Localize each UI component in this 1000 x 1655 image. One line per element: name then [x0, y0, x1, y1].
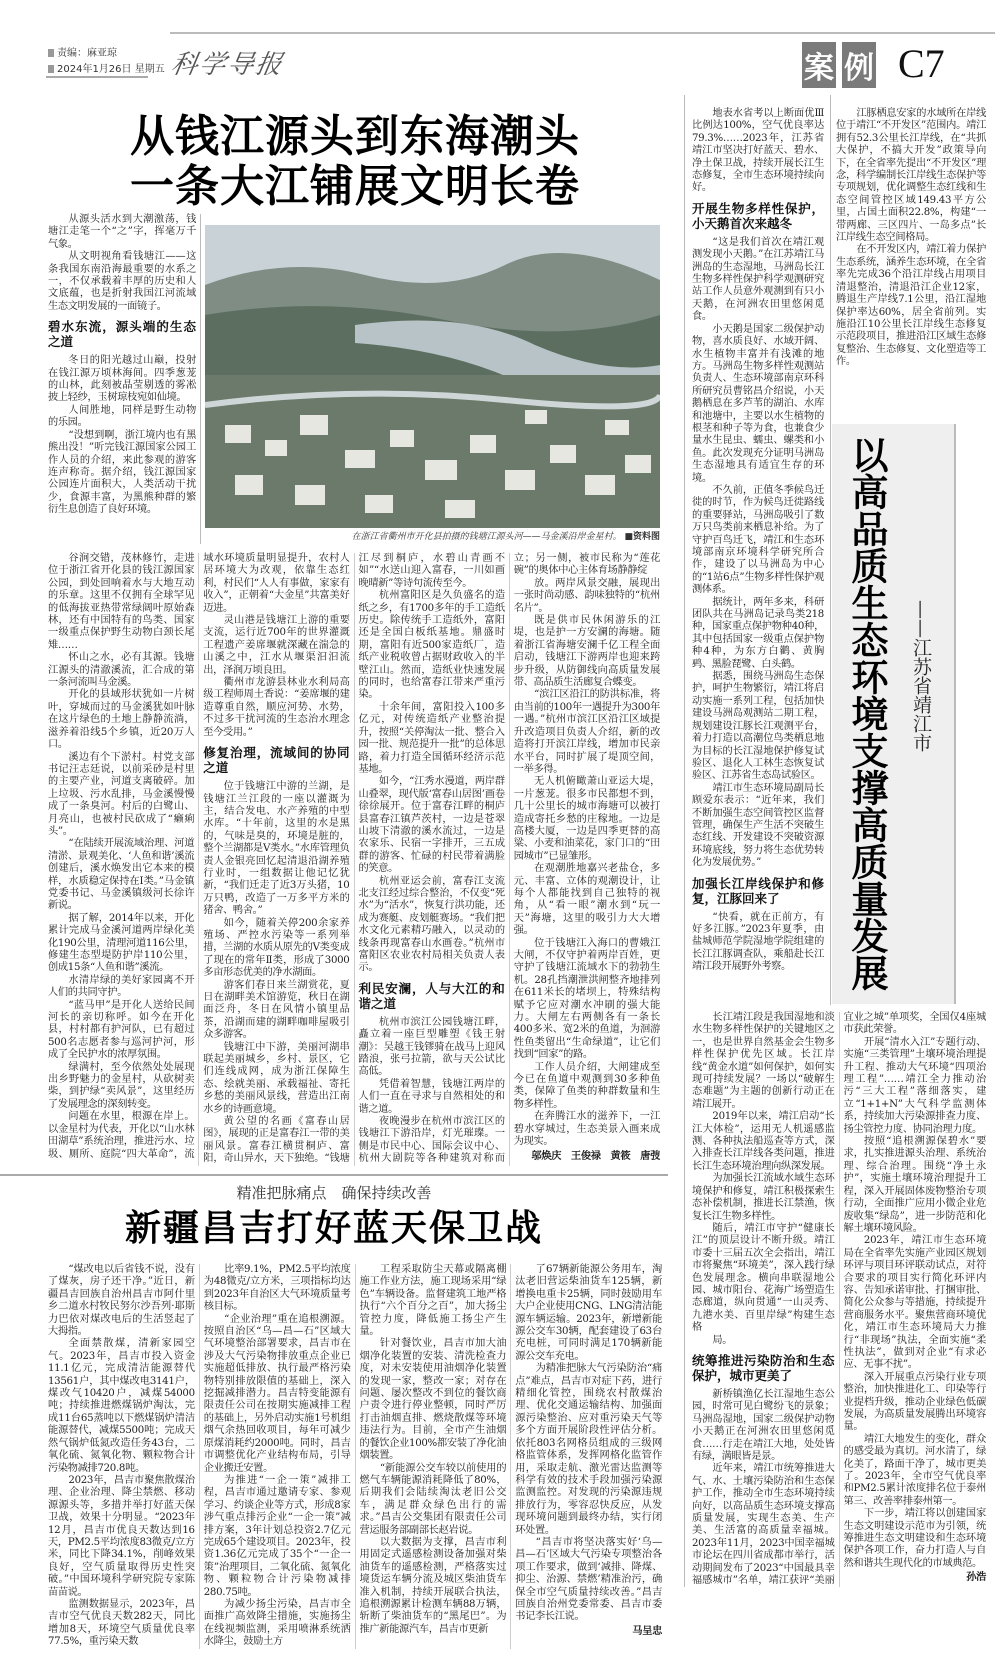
paragraph: 水清岸绿的美好家园离不开人们的共同守护。	[48, 974, 195, 999]
paragraph: “新能源公交车较以前使用的燃气车辆能源消耗降低了80%，后期我们会陆续淘汰老旧公交车，满足群众绿色出行的需求。”昌吉公交集团有限责任公司营运服务部副部长赵岩说。	[359, 1462, 507, 1536]
subheading: 利民安澜，人与大江的和谐之道	[358, 980, 505, 1011]
paragraph: 2019年以来，靖江启动“长江大体检”，运用无人机遥感监测、各种执法船巡查等方式，深入排查长江岸线各类问题，推进长江生态环境治理向纵深发展。	[692, 1111, 835, 1172]
paragraph: 近年来，靖江市统筹推进大气、水、土壤污染防治和生态保护工作，推动全市生态环境持续向好，以高品质生态环境支撑高质量发展，实现生态美、生产美、生活富的高质量幸福城。2023年11月，2023中国幸福城市论坛在四川省成都市举行，活动期间发布了2023“中国最具幸福感城市”名单，靖江获评“美丽宜业之城”单项奖，全国仅4座城市获此荣誉。	[692, 1012, 986, 1587]
paragraph: “这是我们首次在靖江观测发现小天鹅。”在江苏靖江马洲岛的生态湿地，马洲岛长江生物多样性保护科学观测研究站工作人员意外观测到有只小天鹅，在河洲农田里悠闲觅食。	[692, 236, 824, 323]
paragraph: 按照“追根溯源保碧水”要求，扎实推进源头治理、系统治理、综合治理。围绕“净土永护”，实施土壤环境治理提升工程，深入开展固体废物整治专项行动，全面推广应用小微企业危废收集“绿岛”，进一步防范和化解土壤环境风险。	[843, 1136, 986, 1234]
paragraph: “快看，就在正前方，有好多江豚。”2023年夏季，由盐城师范学院湿地学院组建的长江江豚调查队，乘船赴长江靖江段开展野外考察。	[692, 911, 824, 973]
article2-headline: 以高品质生态环境支撑高质量发展	[845, 436, 888, 991]
paragraph: 深入开展重点污染行业专项整治，加快推进化工、印染等行业提档升级，推动企业绿色低碳发展，为高质量发展腾出环境容量。	[843, 1371, 986, 1433]
paragraph: 不久前，正值冬季候鸟迁徙的时节，作为候鸟迁徙路线的重要驿站，马洲岛吸引了数万只鸟类前来栖息补给。为了守护百鸟迁飞，靖江和生态环境部南京环境科学研究所合作，建设了以马洲岛为中心的“1站6点”生物多样性保护观测体系。	[692, 484, 824, 596]
article1-columns	[48, 553, 660, 1166]
river-village-photo	[205, 225, 660, 528]
masthead-logo: 科学导报	[168, 50, 287, 80]
paragraph: 在奔腾江水的滋养下，一江碧水穿城过，生态美景入画来成为现实。	[513, 1111, 660, 1148]
column-rule	[684, 95, 685, 1587]
paragraph: 局。	[712, 1334, 733, 1346]
subheading: 修复治理，流域间的协同之道	[203, 745, 350, 776]
paragraph: 靖江市生态环境局副局长顾爱东表示：“近年来，我们不断加强生态空间管控区监督管理，确保生产生活不突破生态红线、开发建设不突破资源环境底线，努力将生态优势转化为发展优势。”	[692, 782, 824, 869]
subheading: 加强长江岸线保护和修复，江豚回来了	[692, 875, 824, 906]
paragraph: 全面禁散煤，清新家园空气。2023年，昌吉市投入资金11.1亿元，完成清洁能源替代13561户，其中煤改电3141户，煤改气10420户，减煤54000吨；持续推进燃煤锅炉淘汰，完成11台65蒸吨以下燃煤锅炉清洁能源替代，减煤5500吨；完成天然气锅炉低氮改造任务43台，二氧化硫、氮氧化物、颗粒物合计污染物减排720.8吨。	[48, 1338, 195, 1474]
paragraph: 怀山之水，必有其源。钱塘江源头的清澈溪流，汇合成的第一条河流叫马金溪。	[48, 652, 195, 689]
paragraph: 工程采取防尘天幕或隔离棚施工作业方法，施工现场采用“绿色”车辆设备。监督建筑工地严格执行“六个百分之百”，加大扬尘管控力度，降低施工扬尘产生量。	[359, 1264, 507, 1338]
paragraph: 杭州市滨江公园钱塘江畔，矗立着一座巨型雕塑《钱王射潮》：吴越王钱镠骑在战马上迎风踏浪，张弓拉箭，欲与天公试比高低。	[358, 1016, 505, 1078]
paragraph: 冬日的阳光越过山巅，投射在钱江源万顷林海间。四季葱茏的山林，此刻被晶莹剔透的雾凇披上轻纱，玉树琼枝宛如仙境。	[48, 355, 196, 404]
paragraph: 既是供市民休闲游乐的江堤，也是护一方安澜的海塘。随着浙江省海塘安澜千亿工程全面启动，钱塘江下游两岸也迎来跨步升级，从防御线向高质量发展带、高品质生活廊复合蝶变。	[513, 615, 660, 689]
paragraph: 长江靖江段是我国湿地和淡水生物多样性保护的关键地区之一，也是世界自然基金会生物多样性保护优先区域。长江岸线“黄金水道”如何保护，如何实现可持续发展？一场以“破解生态难题”为主题的创新行动正在靖江展开。	[692, 1012, 835, 1110]
article2-column	[836, 108, 986, 369]
page-number: C7	[898, 41, 945, 86]
paragraph: 比率9.1%，PM2.5平均浓度为48微克/立方米，三项指标均达到2023年自治区大气环境质量考核目标。	[203, 1264, 351, 1313]
paragraph: 溪边有个下淤村。村党支部书记汪志廷说，以前采砂是村里的主要产业，河道支离破碎。加上垃圾、污水乱排，马金溪慢慢成了一条臭河。村后的白鹭山、月亮山，也被村民砍成了“癞痢头”。	[48, 751, 195, 837]
paragraph: 如今，随着关停200余家养殖场、严控水污染等一系列举措，兰湖的水质从原先的Ⅴ类变成了现在的常年Ⅱ类，形成了3000多亩形态优美的净水湖面。	[203, 917, 350, 979]
photo-credit: 资料图	[632, 532, 660, 542]
paragraph: 杭州亚运会前，富春江支流北支江经过综合整治，不仅变“死水”为“活水”，恢复行洪功能，还成为赛艇、皮划艇赛场。“我们把水文化元素精巧融入，以灵动的线条再现富春山水画卷。”杭州市富阳区农业农村局相关负责人表示。	[358, 875, 505, 974]
paragraph: 衢州市龙游县林业水利局高级工程师周土香说：“姜席堰的建造尊重自然，顺应河势、水势，不过多干扰河流的生态治水理念至今受用。”	[203, 677, 350, 738]
subheading: 统筹推进污染防治和生态保护，城市更美了	[692, 1352, 835, 1383]
subheading: 开展生物多样性保护，小天鹅首次来越冬	[692, 200, 824, 231]
article2-subtitle: ——江苏省靖江市	[910, 600, 932, 752]
paragraph: 灵山港是钱塘江上游的重要支流，运行近700年的世界灌溉工程遗产姜席堰就深藏在湍急的山溪之中，江水从堰渠汩汩流出，泽润万顷良田。	[203, 615, 350, 676]
paragraph: 位于钱塘江入海口的曹娥江大闸，不仅守护着两岸百姓，更守护了钱塘江流域水下的勃勃生机。28孔挡潮泄洪闸整齐地排列在611米长的堵坝上，特殊结构赋予它应对潮水冲刷的强大能力。大闸左右两侧各有一条长400多米、宽2米的鱼道，为洄游性鱼类留出“生命绿道”，让它们找到“回家”的路。	[513, 937, 660, 1061]
byline: 邬焕庆 王俊禄 黄筱 唐弢	[531, 1150, 660, 1162]
editor-line	[48, 44, 117, 59]
paragraph: 据悉，围绕马洲岛生态保护，呵护生物繁衍，靖江将启动实施一系列工程，包括加快建设马洲岛观测站二期工程，规划建设江豚长江观测平台，着力打造以高潮位鸟类栖息地为目标的长江湿地保护修复试验区、退化人工林生态恢复试验区、江苏省生态岛试验区。	[692, 671, 824, 782]
paragraph: 工作人员介绍，大闸建成至今已在鱼道中观测到30多种鱼类，保障了鱼类的种群数量和生物多样性。	[513, 1061, 660, 1110]
paragraph: 位于钱塘江中游的兰湖，是钱塘江兰江段的一座以灌溉为主，结合发电、水产养殖的中型水库。“十年前，这里的水是黑的，气味是臭的，环境是脏的，整个兰湖都是Ⅴ类水。”水库管理负责人金银亮回忆起清退沿湖养殖行业时，一组数据让他记忆犹新，“我们迁走了近3万头猪，10万只鸭，改造了一万多平方米的猪舍、鸭舍。”	[203, 781, 350, 917]
paragraph: 如今，“江秀水漫道，两岸群山叠翠，现代版‘富春山居图’画卷徐徐展开。位于富春江畔的桐庐县富春江镇芦茨村，一边是苍翠山坡下清澈的溪水流过，一边是农家乐、民宿一字排开，三五成群的游客、忙碌的村民带着满脸的笑意。	[358, 776, 505, 875]
article3-kicker: 精准把脉痛点 确保持续改善	[236, 1184, 432, 1202]
paragraph: 随后，靖江市守护“健康长江”的顶层设计不断升级。靖江市委十三届五次全会指出，靖江市将聚焦“环境美”，深入践行绿色发展理念。横向串联湿地公园、城市阳台、花海广场塑造生态廊道，纵向贯通“一山灵秀、九港水美、百里岸绿”构建生态格	[692, 1222, 835, 1334]
paragraph: 2023年，靖江市生态环境局在全省率先实施产业园区规划环评与项目环评联动试点，对符合要求的项目实行简化环评内容、告知承诺审批、打捆审批、简化公众参与等措施，持续提升营商服务水平。聚焦营商环境优化，靖江市生态环境局大力推行“非现场”执法，全面实施“柔性执法”，做到对企业“有求必应、无事不扰”。	[843, 1235, 986, 1371]
paragraph: 江豚栖息安家的水域所在岸线位于靖江“不开发区”范围内。靖江拥有52.3公里长江岸线，在“共抓大保护，不搞大开发”政策导向下，在全省率先提出“不开发区”理念，科学编制长江岸线生态保护等专项规划，优化调整生态红线和生态空间管控区域149.43平方公里，占国土面积22.8%，构建“一带两廊、三区四片、一岛多点”长江岸线生态空间格局。	[836, 108, 986, 244]
paragraph: “滨江区沿江的防洪标准，将由当前的100年一遇提升为300年一遇。”杭州市滨江区沿江区域提升改造项目负责人介绍，新的改造将打开滨江岸线，增加市民亲水平台，同时扩展了堤顶空间，一举多得。	[513, 689, 660, 775]
editor: 责编：麻亚琼	[57, 48, 117, 59]
paragraph: “煤改电以后省钱不说，没有了煤灰，房子还干净。”近日，新疆昌吉回族自治州昌吉市阿什里乡二道水村牧民努尔沙吾列·耶斯力巴依对煤改电后的生活竖起了大拇指。	[48, 1264, 195, 1338]
paragraph: 十余年间，富阳投入100多亿元，对传统造纸产业整治提升，按照“关停淘汰一批、整合入园一批、规范提升一批”的总体思路，着力打造全国循环经济示范基地。	[358, 701, 505, 775]
paragraph: 针对餐饮业，昌吉市加大油烟净化装置的安装、清洗检查力度，对未安装使用油烟净化装置的发现一家，整改一家；对存在问题、屡次整改不到位的餐饮商户责令进行停业整顿，同时严厉打击油烟直排、燃烧散煤等环境违法行为。目前，全市产生油烟的餐饮企业100%都安装了净化油烟装置。	[359, 1338, 507, 1462]
paragraph: 无人机俯瞰萧山亚运大堤，一片葱茏。很多市民都想不到，几十公里长的城市海塘可以被打造成寄托乡愁的庄稼地。一边是高楼大厦，一边是四季更替的高粱、小麦和油菜花，家门口的“田园城市”已显雏形。	[513, 776, 660, 862]
paragraph: 在不开发区内，靖江着力保护生态系统，涵养生态环境，在全省率先完成36个沿江岸线占用项目清退整治，清退沿江企业12家，腾退生产岸线7.1公里，沿江湿地保护率达60%，居全省前列。实施沿江10公里长江岸线生态修复示范段项目，推进沿江区域生态修复整治、生态修复、文化塑造等工作。	[836, 244, 986, 368]
paragraph: 下一步，靖江将以创建国家生态文明建设示范市为引领，统筹推进生态文明建设和生态环境保护各项工作，奋力打造人与自然和谐共生现代化的市域典范。	[843, 1508, 986, 1569]
section-label-char: 案	[802, 42, 836, 88]
paragraph: 据统计，两年多来，科研团队共在马洲岛记录鸟类218种，国家重点保护物种40种，其中包括国家一级重点保护物种4种，为东方白鹳、黄胸鹀、黑脸琵鹭、白头鹤。	[692, 596, 824, 670]
paragraph: 绿满村，至今依然处处展现出乡野魅力的金星村，从砍树卖柴，到护绿“卖风景”，这里经历了发展理念的深刻转变。	[48, 1061, 195, 1110]
paragraph: 从文明视角看钱塘江——这条我国东南沿海最重要的水系之一，不仅承载着丰厚的历史和人文底蕴，也是折射我国江河流域生态文明发展的一面镜子。	[48, 251, 196, 312]
paragraph: 为推进“一企一策”减排工程，昌吉市通过邀请专家、参观学习、约谈企业等方式，形成8家涉气重点排污企业“一企一策”减排方案，3年计划总投资2.7亿元完成65个建设项目。2023年，投资1.36亿元完成了35个“一企一策”治理项目，二氧化硫、氮氧化物、颗粒物合计污染物减排280.75吨。	[203, 1474, 351, 1598]
issue-date: 2024年1月26日 星期五	[57, 64, 165, 75]
paragraph: 谷涧交错，茂林修竹，走进位于浙江省开化县的钱江源国家公园，到处回响着水与大地互动的乐章。这里不仅拥有全球罕见的低海拔亚热带常绿阔叶原始森林，还有中国特有的鸟类、国家一级重点保护野生动物白颈长尾雉……	[48, 553, 195, 651]
paragraph: 人间胜地，同样是野生动物的乐园。	[48, 404, 196, 429]
article3-headline: 新疆昌吉打好蓝天保卫战	[124, 1207, 543, 1249]
paragraph: 夜晚漫步在杭州市滨江区的钱塘江下游沿岸，灯光璀璨。一侧是市民中心、国际会议中心、杭州大剧院等各种建筑对称而立；另一侧，被市民称为“莲花碗”的奥体中心主体育场静静绽	[358, 553, 660, 1165]
paragraph: 监测数据显示，2023年，昌吉市空气优良天数282天，同比增加8天，环境空气质量优良率77.5%，重污染天数	[48, 1598, 195, 1648]
byline: 孙浩	[966, 1572, 986, 1584]
paragraph: 了67辆新能源公务用车，淘汰老旧营运柴油货车125辆，新增换电重卡25辆，同时鼓励用车大户企业使用CNG、LNG清洁能源车辆运输。2023年，新增新能源公交车30辆，配套建设了63台充电桩，可同时满足170辆新能源公交车充电。	[515, 1264, 662, 1362]
paragraph: 为减少扬尘污染，昌吉市全面推广高效降尘措施，实施扬尘在线视频监测，采用喷淋系统洒水降尘，鼓励土方	[203, 1598, 351, 1648]
article2-column	[692, 108, 824, 974]
paragraph: 以大数据为支撑，昌吉市利用固定式遥感检测设备加强对柴油货车的遥感检测，严格落实过境货运车辆分流及城区柴油货车准入机制，持续开展联合执法，追根溯源累计检测车辆88万辆，斩断了柴油货车的“黑尾巴”。为推广新能源汽车，昌吉市更新	[359, 1536, 507, 1635]
paragraph: 问题在水里，根源在岸上。以金星村为代表，开化以“山水林田湖草”系统治理，推进污水、垃圾、厕所、庭院“四大革命”，流域水环境质量明显提升，农村人居环境大为改观，依靠生态红利，村民们“人人有事做，家家有收入”，正朝着“大金星”共富美好迈进。	[48, 553, 350, 1160]
section-label-char: 例	[842, 42, 876, 88]
article1-headline	[120, 112, 590, 212]
headline-line: 从钱江源头到东海潮头	[130, 111, 580, 162]
subheading: 碧水东流，源头端的生态之道	[48, 319, 196, 350]
paragraph: 小天鹅是国家二级保护动物，喜水质良好、水域开阔、水生植物丰富并有浅滩的地方。马洲岛生物多样性观测站负责人、生态环境部南京环科所研究员曹铭昌介绍说，小天鹅栖息在多芦苇的湖泊、水库和池塘中，主要以水生植物的根茎和种子等为食，也兼食少量水生昆虫、蠕虫、螺类和小鱼。此次发现充分证明马洲岛生态湿地具有适宜生存的环境。	[692, 323, 824, 484]
byline: 马呈忠	[632, 1625, 662, 1637]
article1-column	[48, 214, 196, 517]
paragraph: 放。两岸风景交融，展现出一张时尚动感、韵味独特的“杭州名片”。	[513, 577, 660, 614]
paragraph: “在陆续开展流域治理、河道清淤、景观美化、‘人鱼和谐’溪流创建后，溪水焕发出它本来的模样，水质稳定保持在Ⅰ类。”马金镇党委书记、马金溪镇级河长徐许新说。	[48, 838, 195, 912]
article-separator	[0, 1174, 668, 1176]
paragraph: 游客们春日来兰湖赏花，夏日在湖畔美术馆游览，秋日在湖面泛舟，冬日在风情小镇里品茶，沿湖而建的湖畔咖啡屋吸引众多游客。	[203, 979, 350, 1041]
article2-columns	[692, 1012, 986, 1587]
header-rule	[170, 32, 995, 34]
paragraph: 新桥镇渔亿长江湿地生态公园，时常可见白鹭纷飞的景象；马洲岛湿地，国家二级保护动物小天鹅正在河洲农田里悠闲觅食……行走在靖江大地，处处皆有绿，满眼皆是景。	[692, 1388, 835, 1462]
date-line	[48, 60, 165, 75]
photo-image	[205, 225, 660, 528]
paragraph: 杭州富阳区是久负盛名的造纸之乡，有1700多年的手工造纸历史。除传统手工造纸外，富阳还是全国白板纸基地。鼎盛时期，富阳有近500家造纸厂，造纸产业税收曾占据财政收入的半壁江山。然而，造纸业快速发展的同时，也给富春江带来严重污染。	[358, 590, 505, 701]
paragraph: “没想到啊，浙江境内也有黑熊出没！”听完钱江源国家公园工作人员的介绍，来此参观的游客连声称奇。据介绍，钱江源国家公园连片面积大，人类活动干扰少，食源丰富，为黑熊种群的繁衍生息创造了良好环境。	[48, 429, 196, 516]
paragraph: “企业治理”重在追根溯源。按照自治区“乌—昌—石”区域大气环境整治部署要求，昌吉市在涉及大气污染物排放重点企业已实施超低排放、执行最严格污染物特别排放限值的基础上，深入挖掘减排潜力。昌吉特变能源有限责任公司在按期实施减排工程的基础上，另外启动实施1号机组烟气余热回收项目，每年可减少原煤消耗约2000吨。同时，昌吉市调整优化产业结构布局，引导企业搬迁安置。	[203, 1313, 351, 1474]
headline-line: 一条大江铺展文明长卷	[130, 161, 580, 212]
paragraph: 从源头活水到大潮激荡，钱塘江走笔一个“之”字，挥毫万千气象。	[48, 214, 196, 250]
paragraph: “蓝马甲”是开化人送给民间河长的亲切称呼。如今在开化县，村村都有护河队，已有超过500名志愿者参与巡河护河，形成了全民护水的浓厚氛围。	[48, 999, 195, 1061]
paragraph: 黄公望的名画《富春山居图》，展现的正是富春江一带的美丽风景。富春江横贯桐庐、富阳，奇山异水，天下独绝。“钱塘江尽到桐庐，水碧山青画不如”“水送山迎入富春，一川如画晚晴新”等诗句流传至今。	[203, 553, 505, 1165]
paragraph: 据了解，2014年以来，开化累计完成马金溪河道两岸绿化美化190公里，清理河道116公里，修建生态型堤防护岸110公里，创成15条“人鱼和谐”溪流。	[48, 912, 195, 974]
paragraph: 2023年，昌吉市聚焦散煤治理、企业治理、降尘禁燃、移动源源头等，多措并举打好蓝天保卫战，效果十分明显。“2023年12月，昌吉市优良天数达到16天，PM2.5平均浓度83微克/立方米，同比下降34.1%，削峰效果良好，空气质量取得历史性突破。”中国环境科学研究院专家陈苗苗说。	[48, 1474, 195, 1598]
meta-rule	[46, 76, 148, 78]
caption-text: 在浙江省衢州市开化县拍摄的钱塘江源头河——马金溪沿岸金星村。	[351, 532, 622, 542]
column-rule	[830, 95, 831, 1005]
paragraph: 钱塘江中下游，美丽河湖串联起美丽城乡，乡村、景区，它们连线成网，成为浙江保障生态、绘就美丽、承载福祉、寄托乡愁的美丽风景线，营造出江南水乡的诗画意境。	[203, 1041, 350, 1115]
column-rule	[200, 214, 201, 544]
paragraph: 在观潮胜地嘉兴老盐仓，多元、丰富、立体的观潮设计，让每个人都能找到自己独特的视角，从“看一眼”潮水到“玩一天”海塘，这里的吸引力大大增强。	[513, 863, 660, 937]
paragraph: 为加强长江流域水域生态环境保护和修复，靖江积极探索生态补偿机制，推进长江禁渔，恢复长江生物多样性。	[692, 1173, 835, 1222]
paragraph: 凭借着智慧，钱塘江两岸的人们一直在寻求与自然相处的和谐之道。	[358, 1078, 505, 1115]
paragraph: “昌吉市将坚决落实好‘乌—昌—石’区域大气污染专项整治各项工作要求，做到‘减排、降煤、抑尘、治源、禁燃’精准治污，确保全市空气质量持续改善。”昌吉回族自治州党委常委、昌吉市委书记李长江说。	[515, 1536, 662, 1623]
article3-columns	[48, 1264, 662, 1649]
paragraph: 为精准把脉大气污染防治“痛点”难点，昌吉市对症下药，进行精细化管控，围绕农村散煤治理、优化交通运输结构、加强面源污染整治、应对重污染天气等多个方面开展阶段性评估分析。依托803名网格员组成的三级网格监管体系，发挥网格化监管作用，采取走航、激光雷达监测等科学有效的技术手段加强污染源监测监控。对发现的污染源违规排放行为，零容忍快反应，从发现环境问题到最终办结，实行闭环处置。	[515, 1363, 662, 1536]
paragraph: 靖江大地发生的变化，群众的感受最为真切。河水清了，绿化美了，路面干净了，城市更美了。2023年，全市空气优良率和PM2.5累计浓度排名位于泰州第三、改善率排泰州第一。	[843, 1433, 986, 1507]
paragraph: 地表水省考以上断面优Ⅲ比例达100%，空气优良率达79.3%……2023年，江苏省靖江市坚决打好蓝天、碧水、净土保卫战，持续开展长江生态修复，全市生态环境持续向好。	[692, 108, 824, 194]
photo-caption: 在浙江省衢州市开化县拍摄的钱塘江源头河——马金溪沿岸金星村。 ■资料图	[351, 532, 660, 542]
article2-headline-box	[832, 424, 956, 1004]
paragraph: 开化的县域形状犹如一片树叶，穿城而过的马金溪犹如叶脉在这片绿色的土地上静静流淌，滋养着沿线5个乡镇，近20万人口。	[48, 689, 195, 751]
paragraph: 开展“清水入江”专题行动、实施“三类管理”土壤环境治理提升工程、推动大气环境“四项治理工程”……靖江全力推动治污“三大工程”落细落实，建立“1+1+N”大气科学监测体系，持续加大污染源排查力度、扬尘管控力度、协同治理力度。	[843, 1036, 986, 1135]
